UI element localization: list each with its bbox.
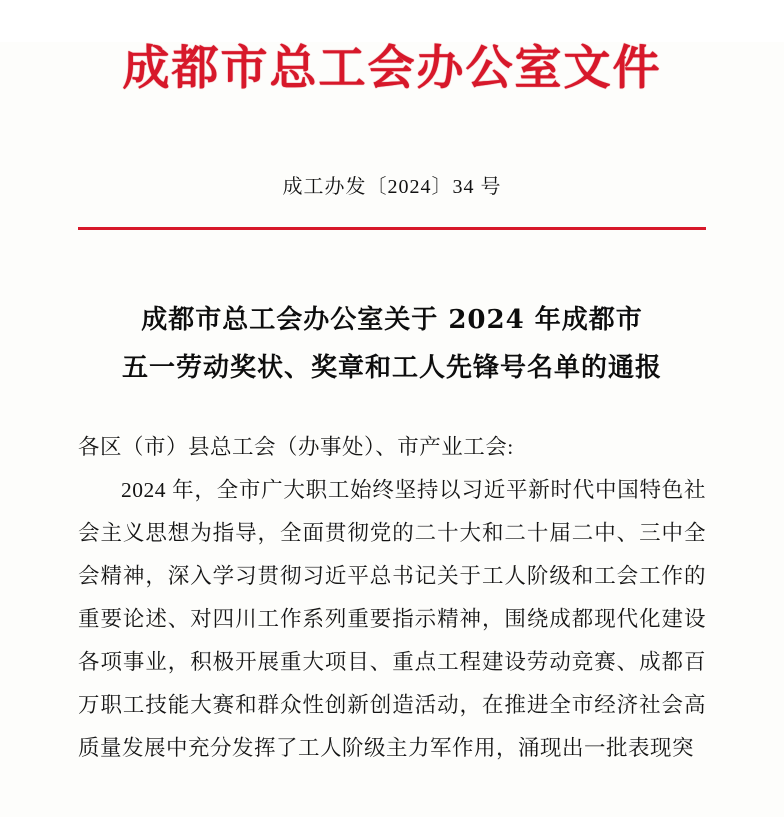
document-title — [78, 296, 706, 392]
salutation-line: 各区（市）县总工会（办事处）、市产业工会: — [78, 435, 514, 460]
document-number: 成工办发〔2024〕34 号 — [282, 176, 502, 199]
document-body — [78, 426, 706, 770]
document-title-line-1: 成都市总工会办公室关于 2024 年成都市 — [141, 305, 643, 336]
red-separator-rule — [78, 227, 706, 230]
document-page — [0, 42, 784, 817]
document-masthead-title: 成都市总工会办公室文件 — [122, 41, 662, 96]
document-title-line-2: 五一劳动奖状、奖章和工人先锋号名单的通报 — [121, 353, 662, 384]
body-paragraph-1: 2024 年，全市广大职工始终坚持以习近平新时代中国特色社会主义思想为指导，全面贯彻党的二十大和二十届二中、三中全会精神，深入学习贯彻习近平总书记关于工人阶级和工会工作的重要论述、对四川工作系列重要指示精神，围绕成都现代化建设各项事业，积极开展重大项目、重点工程建设劳动竞赛、成都百万职工技能大赛和群众性创新创造活动，在推进全市经济社会高质量发展中充分发挥了工人阶级主力军作用，涌现出一批表现突 — [78, 478, 706, 761]
